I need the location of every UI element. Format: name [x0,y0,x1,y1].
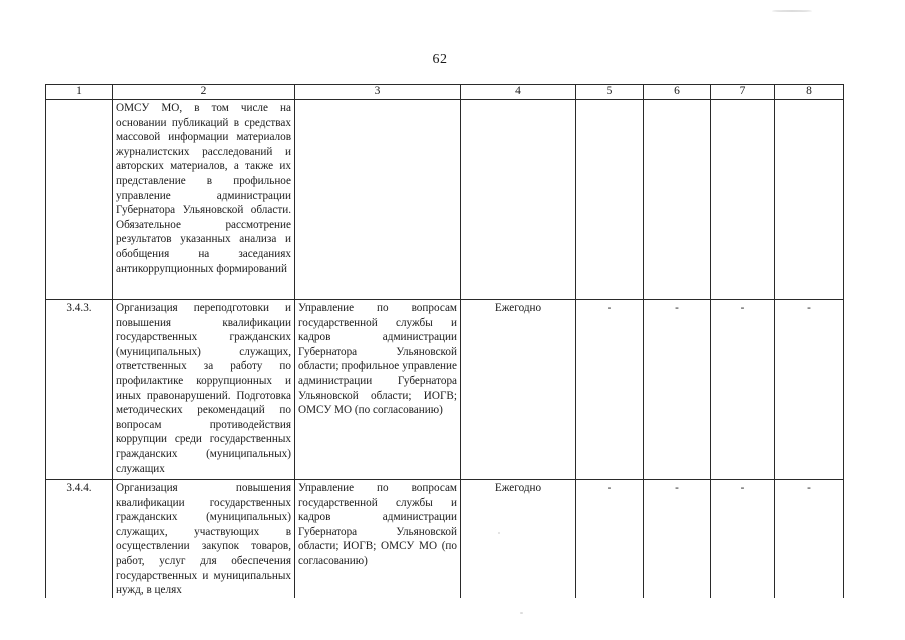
executors-text: Управление по вопросам государственной службы и кадров администрации Губернатора Ульяновской области; ИОГВ; ОМСУ МО (по согласованию) [295,480,461,598]
row-number: 3.4.3. [46,300,113,480]
column-header-8: 8 [775,85,844,100]
column-numbers-row [46,85,844,100]
row-number: 3.4.4. [46,480,113,598]
table-row [46,100,844,300]
column-header-5: 5 [576,85,644,100]
executors-text: Управление по вопросам государственной службы и кадров администрации Губернатора Ульяновской области; профильное управление администрации Губернатора Ульяновской области; ИОГВ; ОМСУ МО (по согласованию) [295,300,461,480]
scan-speck [520,612,523,614]
row-number [46,100,113,300]
column-5-value: - [576,300,644,480]
measure-text: ОМСУ МО, в том числе на основании публикаций в средствах массовой информации материалов журналистских расследований и авторских материалов, а также их представление в профильное управление администрации Губернатора Ульяновской области. Обязательное рассмотрение результатов указанных анализа и обобщения на заседаниях антикоррупционных формирований [113,100,295,300]
measure-text: Организация повышения квалификации государственных гражданских (муниципальных) служащих, участвующих в осуществлении закупок товаров, работ, услуг для обеспечения государственных и муниципальных нужд, в целях [113,480,295,598]
term-text: Ежегодно [461,300,576,480]
column-8-value: - [775,480,844,598]
column-7-value [711,100,775,300]
column-7-value: - [711,300,775,480]
column-5-value: - [576,480,644,598]
table-row [46,300,844,480]
column-8-value [775,100,844,300]
measures-table [45,84,844,598]
column-header-3: 3 [295,85,461,100]
column-6-value: - [644,480,711,598]
column-header-6: 6 [644,85,711,100]
column-6-value: - [644,300,711,480]
table-row [46,480,844,598]
column-5-value [576,100,644,300]
column-6-value [644,100,711,300]
column-header-4: 4 [461,85,576,100]
column-header-7: 7 [711,85,775,100]
column-8-value: - [775,300,844,480]
measure-text: Организация переподготовки и повышения квалификации государственных гражданских (муниципальных) служащих, ответственных за работу по профилактике коррупционных и иных правонарушений. Подготовка методических рекомендаций по вопросам противодействия коррупции среди государственных гражданских (муниципальных) служащих [113,300,295,480]
term-text [461,100,576,300]
scan-speck [772,10,812,12]
column-header-1: 1 [46,85,113,100]
column-header-2: 2 [113,85,295,100]
executors-text [295,100,461,300]
scan-speck [498,532,500,534]
column-7-value: - [711,480,775,598]
term-text: Ежегодно [461,480,576,598]
page-number: 62 [432,52,448,67]
